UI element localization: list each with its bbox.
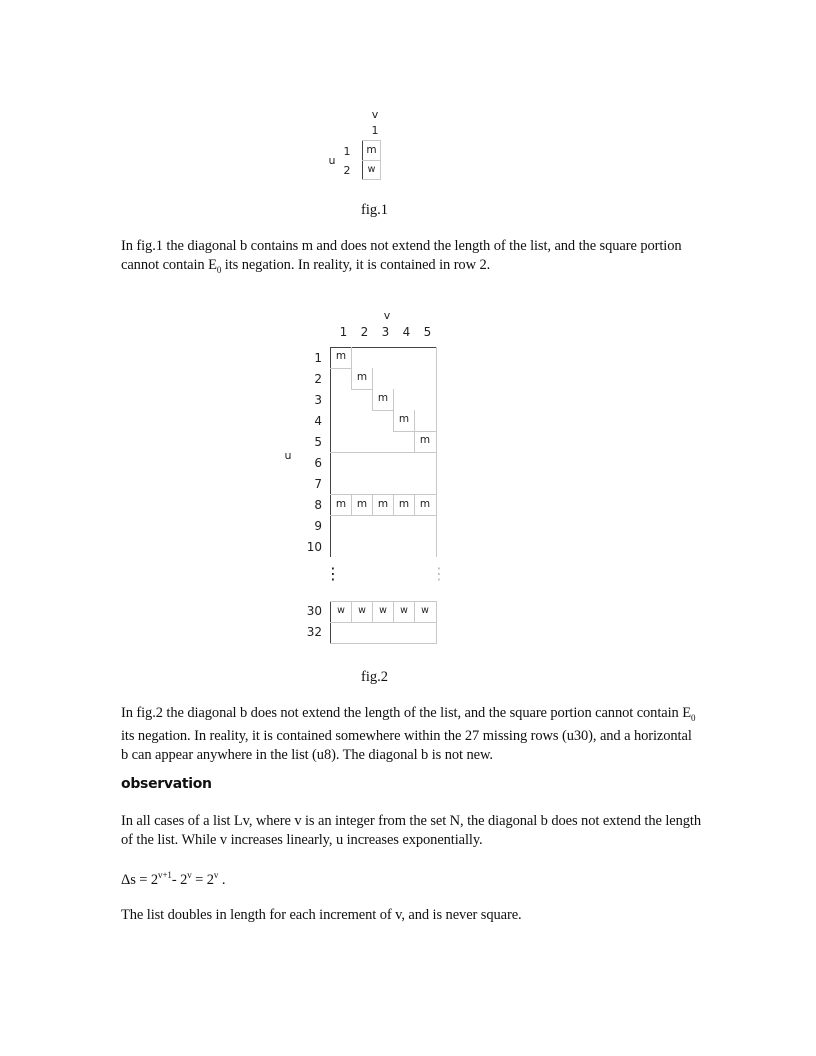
fig2-row30-cell: w: [421, 605, 429, 616]
fig2-col-label: 1: [339, 325, 348, 339]
fig2-row-label: 5: [314, 435, 322, 449]
fig2-row-label: 8: [314, 498, 322, 512]
paragraph-text: In fig.2 the diagonal b does not extend the length of the list, and the square portion cannot contain E: [121, 705, 691, 721]
fig2-row-label: 2: [314, 372, 322, 386]
fig1-u-axis-label: u: [328, 154, 336, 167]
formula-text: Δs = 2: [121, 871, 159, 888]
fig2-row-label: 6: [314, 456, 322, 470]
fig2-row8-cell: m: [335, 498, 347, 510]
fig2-row-label: 4: [314, 414, 322, 428]
fig2-grid-line: [330, 601, 437, 602]
fig2-grid-line: [330, 368, 352, 369]
fig2-col-label: 2: [360, 325, 369, 339]
subscript: 0: [690, 712, 696, 723]
fig2-grid-line: [330, 643, 437, 644]
observation-text: In all cases of a list Lv, where v is an integer from the set N, the diagonal b does not extend the length of the list. While v increases linearly, u increases exponentially.: [121, 813, 701, 848]
fig2-row-label: 10: [306, 540, 322, 554]
fig2-grid-line: [414, 431, 436, 432]
fig1-row-label: 2: [343, 164, 351, 177]
fig2-row-label: 9: [314, 519, 322, 533]
fig2-row30-cell: w: [379, 605, 387, 616]
formula: [121, 866, 701, 889]
fig2-grid-line: [436, 601, 437, 644]
paragraph-fig1-explanation: [121, 237, 701, 279]
fig1-col-label: 1: [371, 124, 379, 137]
exponent: v: [213, 870, 219, 880]
fig2-grid-line: [330, 452, 437, 453]
fig1-cell-w: w: [367, 164, 376, 175]
fig2-row8-cell: m: [419, 498, 431, 510]
formula-text: - 2: [171, 871, 188, 888]
fig2-row8-cell: m: [356, 498, 368, 510]
paragraph-text: its negation. In reality, it is contained somewhere within the 27 missing rows (u30), and a horizontal b can appear anywhere in the list (u8). The diagonal b is not new.: [121, 728, 692, 763]
fig2-col-label: 5: [423, 325, 432, 339]
fig2-caption: fig.2: [361, 669, 388, 685]
fig2-grid-line: [330, 515, 437, 516]
fig2-u-axis-label: u: [284, 449, 292, 462]
subscript: 0: [216, 264, 222, 275]
fig1-grid-line: [362, 160, 381, 161]
fig2-grid-line: [330, 622, 437, 623]
observation-heading: observation: [121, 776, 212, 792]
fig2-grid-line: [351, 389, 373, 390]
fig2-ellipsis-right: ⋮: [431, 564, 447, 583]
fig1-cell-m: m: [366, 144, 377, 156]
fig2-row30-cell: w: [358, 605, 366, 616]
fig2-row8-cell: m: [398, 498, 410, 510]
fig2-row-label: 30: [306, 604, 322, 618]
paragraph-text: its negation. In reality, it is contained in row 2.: [221, 256, 491, 273]
fig2-grid-top-border: [330, 347, 437, 348]
fig1-v-axis-label: v: [371, 108, 379, 121]
fig2-grid-line: [372, 410, 394, 411]
fig2-col-label: 4: [402, 325, 411, 339]
fig2-row30-cell: w: [400, 605, 408, 616]
fig1-caption: fig.1: [361, 202, 388, 218]
fig1-grid-line: [362, 179, 381, 180]
formula-text: = 2: [191, 871, 214, 888]
fig1-row-label: 1: [343, 145, 351, 158]
fig2-row-label: 32: [306, 625, 322, 639]
exponent: v+1: [158, 870, 172, 880]
fig1-grid-line: [380, 140, 381, 180]
fig2-row-label: 7: [314, 477, 322, 491]
fig2-grid-line: [393, 431, 415, 432]
fig2-row8-cell: m: [377, 498, 389, 510]
fig2-diagonal-cell: m: [356, 371, 368, 383]
paragraph-text: In fig.1 the diagonal b contains m and does not extend the length of the list, and the square portion cannot contain E: [121, 238, 682, 273]
fig1-grid-line: [362, 140, 381, 141]
fig2-ellipsis-left: ⋮: [325, 564, 341, 583]
fig2-v-axis-label: v: [383, 309, 391, 322]
fig2-row-label: 3: [314, 393, 322, 407]
fig2-row30-cell: w: [337, 605, 345, 616]
conclusion-text: The list doubles in length for each increment of v, and is never square.: [121, 907, 522, 923]
fig2-row-label: 1: [314, 351, 322, 365]
exponent: v: [187, 870, 192, 880]
fig2-diagonal-cell: m: [377, 392, 389, 404]
formula-text: .: [218, 871, 226, 888]
fig2-diagonal-cell: m: [335, 350, 347, 362]
fig2-col-label: 3: [381, 325, 390, 339]
fig2-diagonal-cell: m: [398, 413, 410, 425]
fig2-diagonal-cell: m: [419, 434, 431, 446]
fig2-grid-line: [330, 494, 437, 495]
paragraph-fig2-explanation: [121, 704, 701, 764]
